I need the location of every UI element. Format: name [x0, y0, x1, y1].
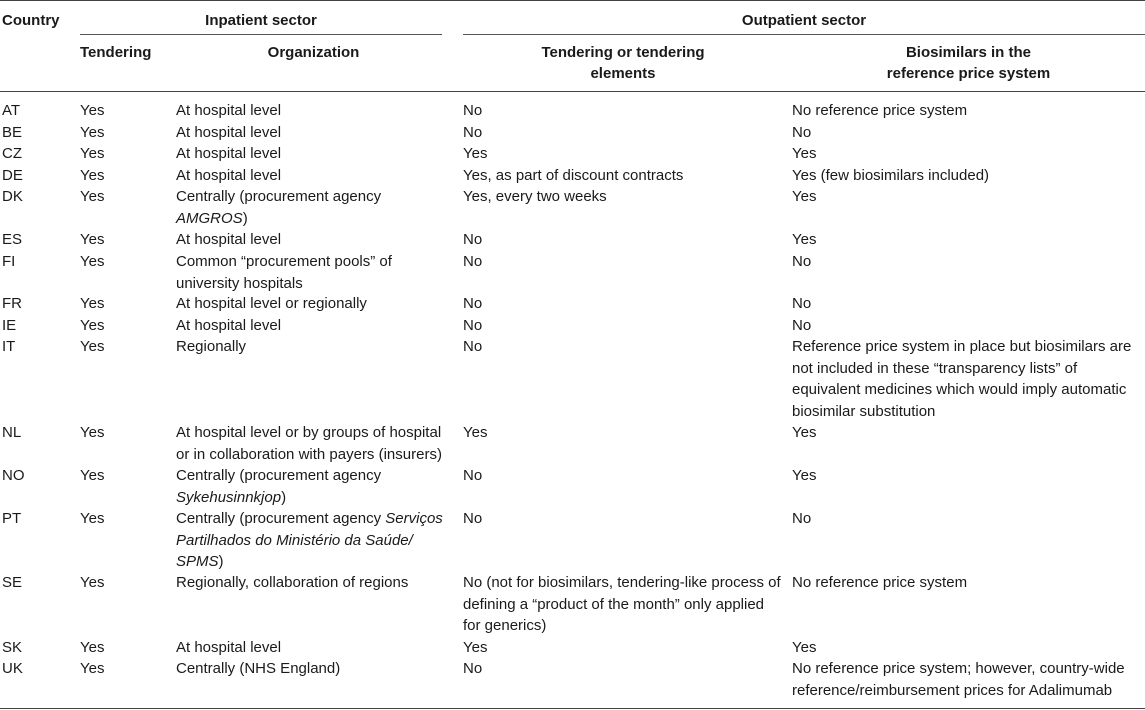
cell-country: CZ [2, 145, 22, 162]
cell-out-tendering: No [463, 295, 483, 312]
cell-country: FI [2, 253, 16, 270]
cell-organization: At hospital level [176, 124, 282, 141]
cell-country: SE [2, 574, 23, 591]
cell-tendering: Yes [80, 639, 105, 656]
cell-tendering: Yes [80, 124, 105, 141]
cell-out-tendering: Yes, as part of discount contracts [463, 167, 684, 184]
cell-organization: At hospital level [176, 102, 282, 119]
cell-tendering: Yes [80, 231, 105, 248]
cell-organization: Centrally (procurement agency Sykehusinnkjop) [176, 467, 382, 506]
cell-tendering: Yes [80, 424, 105, 441]
cell-country: IE [2, 317, 17, 334]
cell-reference: No reference price system; however, country-wide reference/reimbursement prices for Adalimumab [792, 660, 1125, 699]
cell-country: SK [2, 639, 23, 656]
cell-tendering: Yes [80, 102, 105, 119]
cell-reference: Yes (few biosimilars included) [792, 167, 990, 184]
cell-reference: Yes [792, 467, 817, 484]
header-reference-price [792, 42, 1145, 84]
cell-tendering: Yes [80, 188, 105, 205]
cell-country: AT [2, 102, 21, 119]
header-organization: Organization [267, 44, 360, 61]
header-outpatient-tendering-line2: elements [590, 65, 656, 82]
cell-reference: No [792, 124, 812, 141]
header-country: Country [2, 12, 60, 29]
table-bottom-rule [0, 708, 1145, 709]
cell-organization: Centrally (NHS England) [176, 660, 341, 677]
cell-organization: At hospital level [176, 317, 282, 334]
cell-organization: Centrally (procurement agency AMGROS) [176, 188, 382, 227]
cell-out-tendering: No [463, 124, 483, 141]
cell-reference: No [792, 317, 812, 334]
header-bottom-rule [0, 91, 1145, 92]
cell-country: BE [2, 124, 23, 141]
cell-out-tendering: Yes [463, 639, 488, 656]
cell-out-tendering: No [463, 338, 483, 355]
cell-organization: Regionally [176, 338, 247, 355]
header-reference-line1: Biosimilars in the [905, 44, 1032, 61]
cell-reference: No [792, 253, 812, 270]
cell-tendering: Yes [80, 338, 105, 355]
cell-tendering: Yes [80, 574, 105, 591]
cell-reference: No [792, 510, 812, 527]
cell-country: UK [2, 660, 23, 677]
cell-country: NL [2, 424, 22, 441]
cell-country: FR [2, 295, 22, 312]
cell-organization: Regionally, collaboration of regions [176, 574, 409, 591]
cell-reference: Yes [792, 639, 817, 656]
table-top-rule [0, 0, 1145, 1]
header-outpatient-sector: Outpatient sector [741, 12, 867, 29]
cell-organization: Common “procurement pools” of university hospitals [176, 253, 392, 292]
cell-reference: Yes [792, 188, 817, 205]
cell-reference: No reference price system [792, 574, 968, 591]
cell-tendering: Yes [80, 467, 105, 484]
cell-reference: Yes [792, 231, 817, 248]
cell-out-tendering: No [463, 660, 483, 677]
cell-tendering: Yes [80, 317, 105, 334]
cell-tendering: Yes [80, 660, 105, 677]
cell-country: DE [2, 167, 23, 184]
cell-out-tendering: No [463, 317, 483, 334]
cell-country: DK [2, 188, 23, 205]
cell-tendering: Yes [80, 253, 105, 270]
cell-out-tendering: No [463, 510, 483, 527]
cell-tendering: Yes [80, 145, 105, 162]
cell-reference: Reference price system in place but biosimilars are not included in these “transparency lists” of equivalent medicines which would imply automatic biosimilar substitution [792, 338, 1132, 420]
header-reference-line2: reference price system [886, 65, 1051, 82]
cell-out-tendering: No (not for biosimilars, tendering-like process of defining a “product of the month” only applied for generics) [463, 574, 781, 634]
cell-country: IT [2, 338, 16, 355]
cell-country: ES [2, 231, 23, 248]
header-outpatient-tendering-line1: Tendering or tendering [541, 44, 705, 61]
cell-organization: At hospital level [176, 145, 282, 162]
cell-reference: Yes [792, 145, 817, 162]
cell-reference: Yes [792, 424, 817, 441]
cell-organization: At hospital level [176, 639, 282, 656]
header-inpatient-sector: Inpatient sector [205, 12, 317, 29]
cell-organization: At hospital level [176, 167, 282, 184]
cell-organization: Centrally (procurement agency Serviços Partilhados do Ministério da Saúde/ SPMS) [176, 510, 443, 570]
cell-out-tendering: Yes [463, 145, 488, 162]
cell-out-tendering: No [463, 467, 483, 484]
cell-out-tendering: Yes [463, 424, 488, 441]
cell-country: NO [2, 467, 25, 484]
cell-out-tendering: No [463, 231, 483, 248]
inpatient-group-rule [80, 34, 442, 35]
cell-tendering: Yes [80, 295, 105, 312]
cell-tendering: Yes [80, 510, 105, 527]
cell-organization: At hospital level [176, 231, 282, 248]
header-tendering: Tendering [80, 44, 152, 61]
outpatient-group-rule [463, 34, 1145, 35]
cell-organization: At hospital level or by groups of hospital or in collaboration with payers (insurers) [176, 424, 442, 463]
cell-reference: No [792, 295, 812, 312]
cell-reference: No reference price system [792, 102, 968, 119]
header-outpatient-tendering [463, 42, 783, 84]
cell-country: PT [2, 510, 22, 527]
cell-out-tendering: Yes, every two weeks [463, 188, 607, 205]
cell-tendering: Yes [80, 167, 105, 184]
cell-out-tendering: No [463, 102, 483, 119]
cell-out-tendering: No [463, 253, 483, 270]
cell-organization: At hospital level or regionally [176, 295, 367, 312]
